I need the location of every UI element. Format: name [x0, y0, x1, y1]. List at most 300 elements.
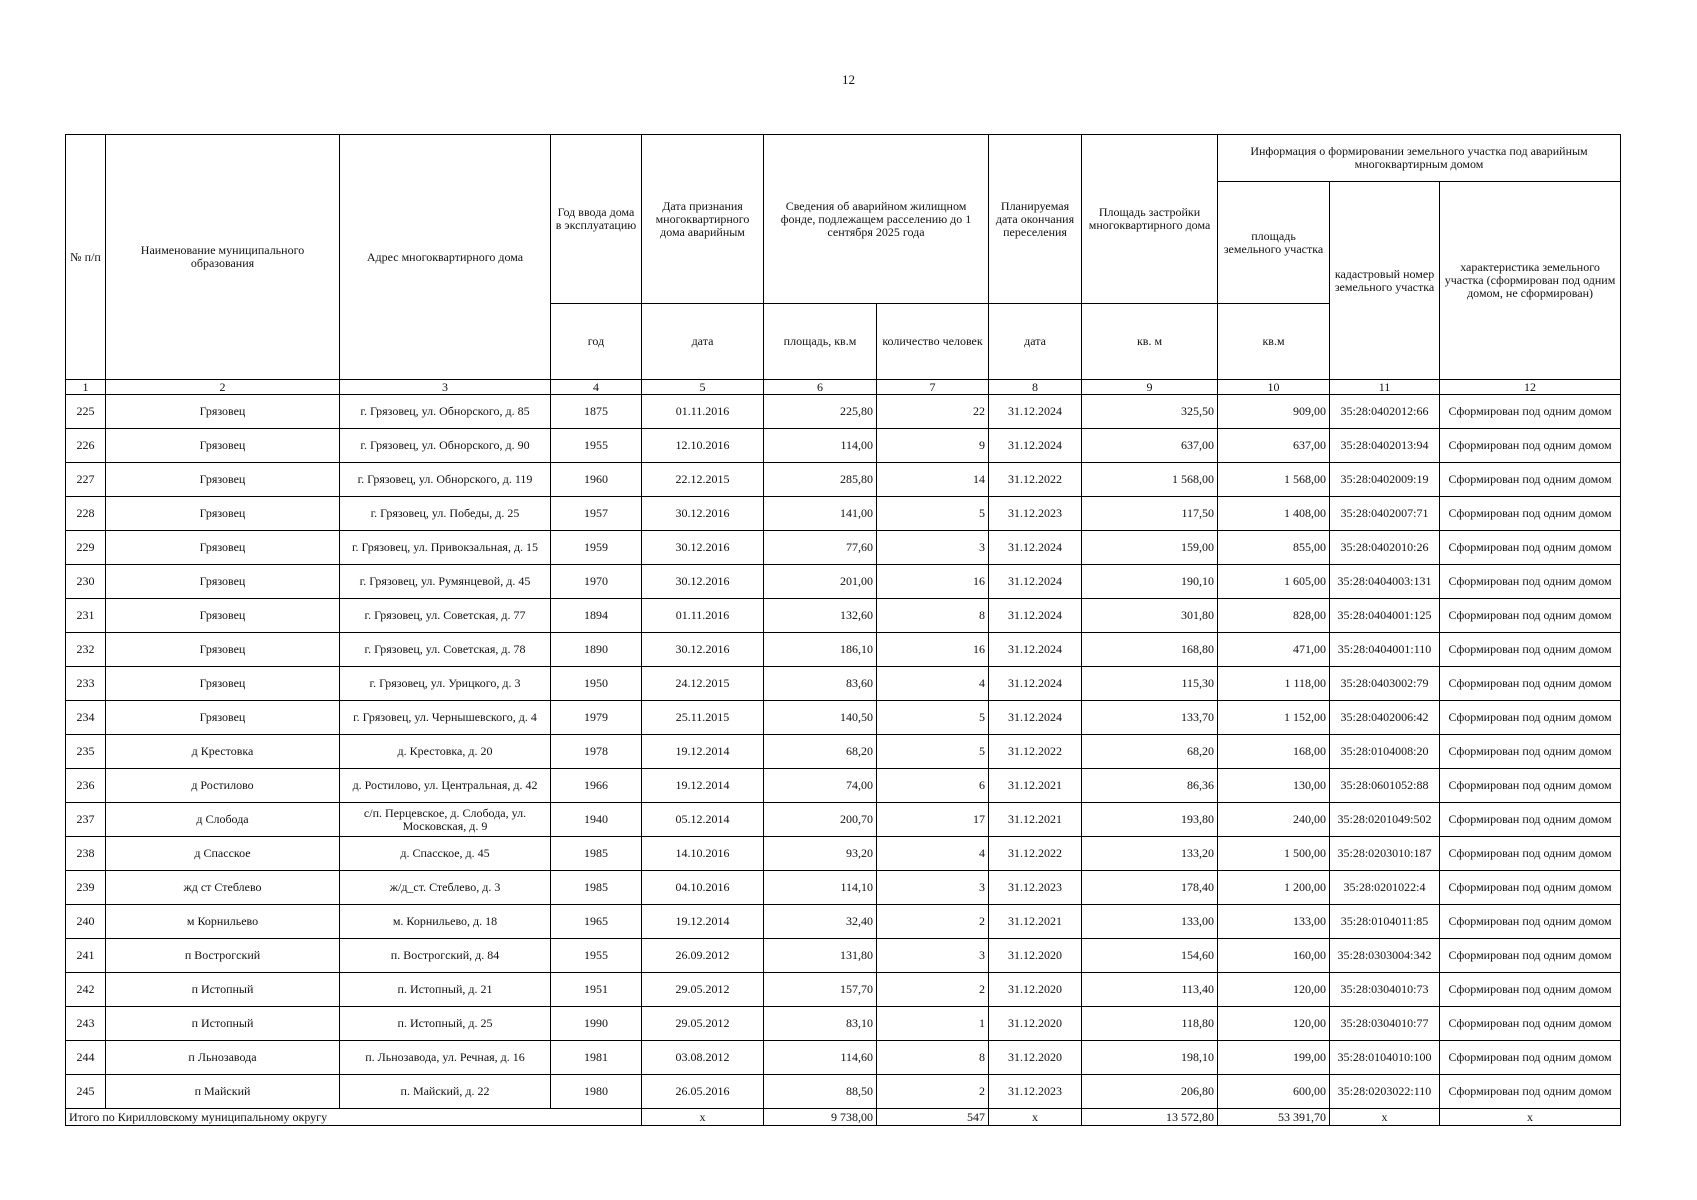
planned-date-cell: 31.12.2023 [989, 871, 1082, 905]
municipality-cell: п Майский [106, 1075, 340, 1109]
building-area-cell: 117,50 [1082, 497, 1218, 531]
year-cell: 1981 [551, 1041, 642, 1075]
date-recognized-cell: 30.12.2016 [642, 531, 764, 565]
row-number: 236 [66, 769, 106, 803]
land-char-cell: Сформирован под одним домом [1440, 531, 1621, 565]
header-unit-date: дата [642, 304, 764, 380]
table-row [66, 633, 1621, 667]
people-cell: 2 [877, 1075, 989, 1109]
people-cell: 8 [877, 1041, 989, 1075]
year-cell: 1979 [551, 701, 642, 735]
municipality-cell: д Слобода [106, 803, 340, 837]
cadastral-cell: 35:28:0201049:502 [1330, 803, 1440, 837]
table-row [66, 599, 1621, 633]
land-char-cell: Сформирован под одним домом [1440, 1007, 1621, 1041]
municipality-cell: Грязовец [106, 701, 340, 735]
planned-date-cell: 31.12.2024 [989, 429, 1082, 463]
year-cell: 1955 [551, 939, 642, 973]
cadastral-cell: 35:28:0104008:20 [1330, 735, 1440, 769]
header-land-area: площадь земельного участка [1218, 182, 1330, 304]
cadastral-cell: 35:28:0402010:26 [1330, 531, 1440, 565]
col-number: 8 [989, 380, 1082, 395]
building-area-cell: 301,80 [1082, 599, 1218, 633]
table-row [66, 973, 1621, 1007]
municipality-cell: Грязовец [106, 531, 340, 565]
header-unit-year: год [551, 304, 642, 380]
land-char-cell: Сформирован под одним домом [1440, 633, 1621, 667]
address-cell: п. Истопный, д. 21 [340, 973, 551, 1007]
people-cell: 16 [877, 565, 989, 599]
land-area-cell: 1 152,00 [1218, 701, 1330, 735]
year-cell: 1894 [551, 599, 642, 633]
col-number: 7 [877, 380, 989, 395]
area-cell: 83,60 [764, 667, 877, 701]
address-cell: с/п. Перцевское, д. Слобода, ул. Московская, д. 9 [340, 803, 551, 837]
people-cell: 1 [877, 1007, 989, 1041]
year-cell: 1875 [551, 395, 642, 429]
address-cell: д. Крестовка, д. 20 [340, 735, 551, 769]
planned-date-cell: 31.12.2024 [989, 395, 1082, 429]
address-cell: п. Майский, д. 22 [340, 1075, 551, 1109]
date-recognized-cell: 30.12.2016 [642, 565, 764, 599]
year-cell: 1960 [551, 463, 642, 497]
table-row [66, 565, 1621, 599]
address-cell: г. Грязовец, ул. Чернышевского, д. 4 [340, 701, 551, 735]
total-label: Итого по Кирилловскому муниципальному округу [66, 1109, 642, 1126]
land-area-cell: 120,00 [1218, 1007, 1330, 1041]
header-planned-date: Планируемая дата окончания переселения [989, 135, 1082, 304]
date-recognized-cell: 25.11.2015 [642, 701, 764, 735]
building-area-cell: 133,70 [1082, 701, 1218, 735]
people-cell: 22 [877, 395, 989, 429]
row-number: 227 [66, 463, 106, 497]
land-area-cell: 1 568,00 [1218, 463, 1330, 497]
area-cell: 131,80 [764, 939, 877, 973]
building-area-cell: 154,60 [1082, 939, 1218, 973]
land-char-cell: Сформирован под одним домом [1440, 1075, 1621, 1109]
municipality-cell: Грязовец [106, 497, 340, 531]
date-recognized-cell: 14.10.2016 [642, 837, 764, 871]
col-number: 12 [1440, 380, 1621, 395]
building-area-cell: 68,20 [1082, 735, 1218, 769]
land-char-cell: Сформирован под одним домом [1440, 973, 1621, 1007]
year-cell: 1985 [551, 871, 642, 905]
municipality-cell: м Корнильево [106, 905, 340, 939]
cadastral-cell: 35:28:0404003:131 [1330, 565, 1440, 599]
municipality-cell: п Вострогский [106, 939, 340, 973]
planned-date-cell: 31.12.2024 [989, 667, 1082, 701]
building-area-cell: 168,80 [1082, 633, 1218, 667]
date-recognized-cell: 19.12.2014 [642, 769, 764, 803]
date-recognized-cell: 26.09.2012 [642, 939, 764, 973]
cadastral-cell: 35:28:0402009:19 [1330, 463, 1440, 497]
address-cell: г. Грязовец, ул. Обнорского, д. 85 [340, 395, 551, 429]
building-area-cell: 325,50 [1082, 395, 1218, 429]
planned-date-cell: 31.12.2022 [989, 463, 1082, 497]
col-number: 6 [764, 380, 877, 395]
area-cell: 77,60 [764, 531, 877, 565]
address-cell: г. Грязовец, ул. Урицкого, д. 3 [340, 667, 551, 701]
total-people: 547 [877, 1109, 989, 1126]
date-recognized-cell: 26.05.2016 [642, 1075, 764, 1109]
area-cell: 186,10 [764, 633, 877, 667]
year-cell: 1959 [551, 531, 642, 565]
table-row [66, 871, 1621, 905]
planned-date-cell: 31.12.2021 [989, 905, 1082, 939]
table-row [66, 497, 1621, 531]
total-date: х [642, 1109, 764, 1126]
date-recognized-cell: 29.05.2012 [642, 1007, 764, 1041]
municipality-cell: Грязовец [106, 429, 340, 463]
table-row [66, 905, 1621, 939]
col-number: 2 [106, 380, 340, 395]
row-number: 230 [66, 565, 106, 599]
header-year-built: Год ввода дома в эксплуатацию [551, 135, 642, 304]
date-recognized-cell: 19.12.2014 [642, 905, 764, 939]
land-char-cell: Сформирован под одним домом [1440, 939, 1621, 973]
header-date-recognized: Дата признания многоквартирного дома аварийным [642, 135, 764, 304]
cadastral-cell: 35:28:0404001:125 [1330, 599, 1440, 633]
area-cell: 285,80 [764, 463, 877, 497]
header-unit-kvm2: кв.м [1218, 304, 1330, 380]
address-cell: п. Истопный, д. 25 [340, 1007, 551, 1041]
cadastral-cell: 35:28:0402006:42 [1330, 701, 1440, 735]
land-area-cell: 1 118,00 [1218, 667, 1330, 701]
cadastral-cell: 35:28:0201022:4 [1330, 871, 1440, 905]
municipality-cell: Грязовец [106, 599, 340, 633]
col-number: 5 [642, 380, 764, 395]
planned-date-cell: 31.12.2022 [989, 837, 1082, 871]
planned-date-cell: 31.12.2023 [989, 1075, 1082, 1109]
planned-date-cell: 31.12.2020 [989, 973, 1082, 1007]
building-area-cell: 159,00 [1082, 531, 1218, 565]
date-recognized-cell: 19.12.2014 [642, 735, 764, 769]
total-cad: х [1330, 1109, 1440, 1126]
land-area-cell: 1 200,00 [1218, 871, 1330, 905]
area-cell: 93,20 [764, 837, 877, 871]
address-cell: г. Грязовец, ул. Обнорского, д. 90 [340, 429, 551, 463]
year-cell: 1990 [551, 1007, 642, 1041]
municipality-cell: п Истопный [106, 1007, 340, 1041]
land-char-cell: Сформирован под одним домом [1440, 735, 1621, 769]
row-number: 235 [66, 735, 106, 769]
header-unit-date2: дата [989, 304, 1082, 380]
people-cell: 4 [877, 667, 989, 701]
year-cell: 1978 [551, 735, 642, 769]
land-char-cell: Сформирован под одним домом [1440, 497, 1621, 531]
planned-date-cell: 31.12.2021 [989, 769, 1082, 803]
total-build: 13 572,80 [1082, 1109, 1218, 1126]
planned-date-cell: 31.12.2020 [989, 939, 1082, 973]
year-cell: 1985 [551, 837, 642, 871]
cadastral-cell: 35:28:0203010:187 [1330, 837, 1440, 871]
municipality-cell: Грязовец [106, 565, 340, 599]
area-cell: 114,00 [764, 429, 877, 463]
year-cell: 1965 [551, 905, 642, 939]
cadastral-cell: 35:28:0303004:342 [1330, 939, 1440, 973]
header-unit-area: площадь, кв.м [764, 304, 877, 380]
header-municipality: Наименование муниципального образования [106, 135, 340, 380]
planned-date-cell: 31.12.2020 [989, 1007, 1082, 1041]
area-cell: 141,00 [764, 497, 877, 531]
land-area-cell: 1 500,00 [1218, 837, 1330, 871]
date-recognized-cell: 30.12.2016 [642, 497, 764, 531]
building-area-cell: 115,30 [1082, 667, 1218, 701]
cadastral-cell: 35:28:0402012:66 [1330, 395, 1440, 429]
col-number: 4 [551, 380, 642, 395]
municipality-cell: д Спасское [106, 837, 340, 871]
land-char-cell: Сформирован под одним домом [1440, 395, 1621, 429]
header-land-char: характеристика земельного участка (сформирован под одним домом, не сформирован) [1440, 182, 1621, 380]
year-cell: 1955 [551, 429, 642, 463]
header-emergency-info: Сведения об аварийном жилищном фонде, подлежащем расселению до 1 сентября 2025 года [764, 135, 989, 304]
land-area-cell: 120,00 [1218, 973, 1330, 1007]
row-number: 231 [66, 599, 106, 633]
planned-date-cell: 31.12.2024 [989, 565, 1082, 599]
land-char-cell: Сформирован под одним домом [1440, 429, 1621, 463]
building-area-cell: 133,20 [1082, 837, 1218, 871]
year-cell: 1980 [551, 1075, 642, 1109]
planned-date-cell: 31.12.2021 [989, 803, 1082, 837]
page-number: 12 [842, 72, 855, 87]
people-cell: 5 [877, 701, 989, 735]
land-area-cell: 240,00 [1218, 803, 1330, 837]
cadastral-cell: 35:28:0404001:110 [1330, 633, 1440, 667]
date-recognized-cell: 04.10.2016 [642, 871, 764, 905]
municipality-cell: п Льнозавода [106, 1041, 340, 1075]
land-char-cell: Сформирован под одним домом [1440, 701, 1621, 735]
table-row [66, 667, 1621, 701]
area-cell: 68,20 [764, 735, 877, 769]
people-cell: 3 [877, 871, 989, 905]
header-address: Адрес многоквартирного дома [340, 135, 551, 380]
building-area-cell: 206,80 [1082, 1075, 1218, 1109]
row-number: 237 [66, 803, 106, 837]
header-cadastral: кадастровый номер земельного участка [1330, 182, 1440, 380]
area-cell: 132,60 [764, 599, 877, 633]
building-area-cell: 113,40 [1082, 973, 1218, 1007]
land-char-cell: Сформирован под одним домом [1440, 667, 1621, 701]
land-area-cell: 168,00 [1218, 735, 1330, 769]
people-cell: 8 [877, 599, 989, 633]
table-row [66, 803, 1621, 837]
address-cell: г. Грязовец, ул. Румянцевой, д. 45 [340, 565, 551, 599]
row-number: 229 [66, 531, 106, 565]
area-cell: 114,10 [764, 871, 877, 905]
planned-date-cell: 31.12.2024 [989, 633, 1082, 667]
table-row [66, 463, 1621, 497]
header-building-area: Площадь застройки многоквартирного дома [1082, 135, 1218, 304]
land-area-cell: 600,00 [1218, 1075, 1330, 1109]
cadastral-cell: 35:28:0304010:77 [1330, 1007, 1440, 1041]
total-plan: х [989, 1109, 1082, 1126]
land-area-cell: 1 605,00 [1218, 565, 1330, 599]
row-number: 232 [66, 633, 106, 667]
land-char-cell: Сформирован под одним домом [1440, 803, 1621, 837]
people-cell: 5 [877, 735, 989, 769]
people-cell: 2 [877, 973, 989, 1007]
area-cell: 200,70 [764, 803, 877, 837]
total-row [66, 1109, 1621, 1126]
col-number: 11 [1330, 380, 1440, 395]
area-cell: 114,60 [764, 1041, 877, 1075]
header-land-info: Информация о формировании земельного участка под аварийным многоквартирным домом [1218, 135, 1621, 182]
row-number: 234 [66, 701, 106, 735]
date-recognized-cell: 30.12.2016 [642, 633, 764, 667]
total-area: 9 738,00 [764, 1109, 877, 1126]
municipality-cell: д Крестовка [106, 735, 340, 769]
date-recognized-cell: 05.12.2014 [642, 803, 764, 837]
municipality-cell: Грязовец [106, 633, 340, 667]
area-cell: 140,50 [764, 701, 877, 735]
address-cell: д. Спасское, д. 45 [340, 837, 551, 871]
planned-date-cell: 31.12.2024 [989, 701, 1082, 735]
people-cell: 6 [877, 769, 989, 803]
table-row [66, 429, 1621, 463]
building-area-cell: 637,00 [1082, 429, 1218, 463]
municipality-cell: Грязовец [106, 667, 340, 701]
table-row [66, 701, 1621, 735]
year-cell: 1970 [551, 565, 642, 599]
year-cell: 1957 [551, 497, 642, 531]
land-char-cell: Сформирован под одним домом [1440, 463, 1621, 497]
row-number: 238 [66, 837, 106, 871]
building-area-cell: 193,80 [1082, 803, 1218, 837]
people-cell: 3 [877, 939, 989, 973]
table-row [66, 1007, 1621, 1041]
municipality-cell: п Истопный [106, 973, 340, 1007]
people-cell: 2 [877, 905, 989, 939]
people-cell: 17 [877, 803, 989, 837]
building-area-cell: 198,10 [1082, 1041, 1218, 1075]
table-row [66, 395, 1621, 429]
row-number: 243 [66, 1007, 106, 1041]
building-area-cell: 1 568,00 [1082, 463, 1218, 497]
municipality-cell: жд ст Стеблево [106, 871, 340, 905]
cadastral-cell: 35:28:0601052:88 [1330, 769, 1440, 803]
row-number: 245 [66, 1075, 106, 1109]
land-area-cell: 133,00 [1218, 905, 1330, 939]
row-number: 228 [66, 497, 106, 531]
emergency-housing-table [65, 134, 1621, 1126]
date-recognized-cell: 01.11.2016 [642, 395, 764, 429]
land-area-cell: 637,00 [1218, 429, 1330, 463]
header-unit-people: количество человек [877, 304, 989, 380]
cadastral-cell: 35:28:0104010:100 [1330, 1041, 1440, 1075]
cadastral-cell: 35:28:0403002:79 [1330, 667, 1440, 701]
row-number: 226 [66, 429, 106, 463]
date-recognized-cell: 01.11.2016 [642, 599, 764, 633]
land-char-cell: Сформирован под одним домом [1440, 599, 1621, 633]
row-number: 242 [66, 973, 106, 1007]
people-cell: 16 [877, 633, 989, 667]
col-number: 3 [340, 380, 551, 395]
planned-date-cell: 31.12.2020 [989, 1041, 1082, 1075]
col-number: 1 [66, 380, 106, 395]
planned-date-cell: 31.12.2022 [989, 735, 1082, 769]
planned-date-cell: 31.12.2023 [989, 497, 1082, 531]
land-area-cell: 471,00 [1218, 633, 1330, 667]
address-cell: г. Грязовец, ул. Советская, д. 77 [340, 599, 551, 633]
col-number: 10 [1218, 380, 1330, 395]
land-area-cell: 160,00 [1218, 939, 1330, 973]
col-number: 9 [1082, 380, 1218, 395]
cadastral-cell: 35:28:0104011:85 [1330, 905, 1440, 939]
municipality-cell: д Ростилово [106, 769, 340, 803]
table-row [66, 1075, 1621, 1109]
area-cell: 83,10 [764, 1007, 877, 1041]
area-cell: 225,80 [764, 395, 877, 429]
address-cell: г. Грязовец, ул. Обнорского, д. 119 [340, 463, 551, 497]
land-area-cell: 1 408,00 [1218, 497, 1330, 531]
row-number: 240 [66, 905, 106, 939]
address-cell: д. Ростилово, ул. Центральная, д. 42 [340, 769, 551, 803]
land-area-cell: 130,00 [1218, 769, 1330, 803]
land-char-cell: Сформирован под одним домом [1440, 837, 1621, 871]
row-number: 241 [66, 939, 106, 973]
building-area-cell: 86,36 [1082, 769, 1218, 803]
people-cell: 3 [877, 531, 989, 565]
building-area-cell: 178,40 [1082, 871, 1218, 905]
table-row [66, 531, 1621, 565]
date-recognized-cell: 29.05.2012 [642, 973, 764, 1007]
land-char-cell: Сформирован под одним домом [1440, 905, 1621, 939]
municipality-cell: Грязовец [106, 395, 340, 429]
land-char-cell: Сформирован под одним домом [1440, 565, 1621, 599]
address-cell: п. Вострогский, д. 84 [340, 939, 551, 973]
total-char: х [1440, 1109, 1621, 1126]
year-cell: 1950 [551, 667, 642, 701]
land-char-cell: Сформирован под одним домом [1440, 1041, 1621, 1075]
land-area-cell: 199,00 [1218, 1041, 1330, 1075]
cadastral-cell: 35:28:0304010:73 [1330, 973, 1440, 1007]
land-area-cell: 828,00 [1218, 599, 1330, 633]
people-cell: 9 [877, 429, 989, 463]
row-number: 225 [66, 395, 106, 429]
year-cell: 1966 [551, 769, 642, 803]
header-unit-kvm: кв. м [1082, 304, 1218, 380]
table-row [66, 769, 1621, 803]
year-cell: 1951 [551, 973, 642, 1007]
year-cell: 1890 [551, 633, 642, 667]
building-area-cell: 190,10 [1082, 565, 1218, 599]
total-land: 53 391,70 [1218, 1109, 1330, 1126]
table-row [66, 837, 1621, 871]
date-recognized-cell: 12.10.2016 [642, 429, 764, 463]
date-recognized-cell: 22.12.2015 [642, 463, 764, 497]
date-recognized-cell: 03.08.2012 [642, 1041, 764, 1075]
header-num: № п/п [66, 135, 106, 380]
building-area-cell: 133,00 [1082, 905, 1218, 939]
area-cell: 88,50 [764, 1075, 877, 1109]
area-cell: 201,00 [764, 565, 877, 599]
address-cell: п. Льнозавода, ул. Речная, д. 16 [340, 1041, 551, 1075]
row-number: 233 [66, 667, 106, 701]
area-cell: 157,70 [764, 973, 877, 1007]
land-area-cell: 855,00 [1218, 531, 1330, 565]
year-cell: 1940 [551, 803, 642, 837]
planned-date-cell: 31.12.2024 [989, 531, 1082, 565]
cadastral-cell: 35:28:0402007:71 [1330, 497, 1440, 531]
area-cell: 74,00 [764, 769, 877, 803]
people-cell: 5 [877, 497, 989, 531]
cadastral-cell: 35:28:0402013:94 [1330, 429, 1440, 463]
people-cell: 14 [877, 463, 989, 497]
people-cell: 4 [877, 837, 989, 871]
municipality-cell: Грязовец [106, 463, 340, 497]
row-number: 244 [66, 1041, 106, 1075]
building-area-cell: 118,80 [1082, 1007, 1218, 1041]
